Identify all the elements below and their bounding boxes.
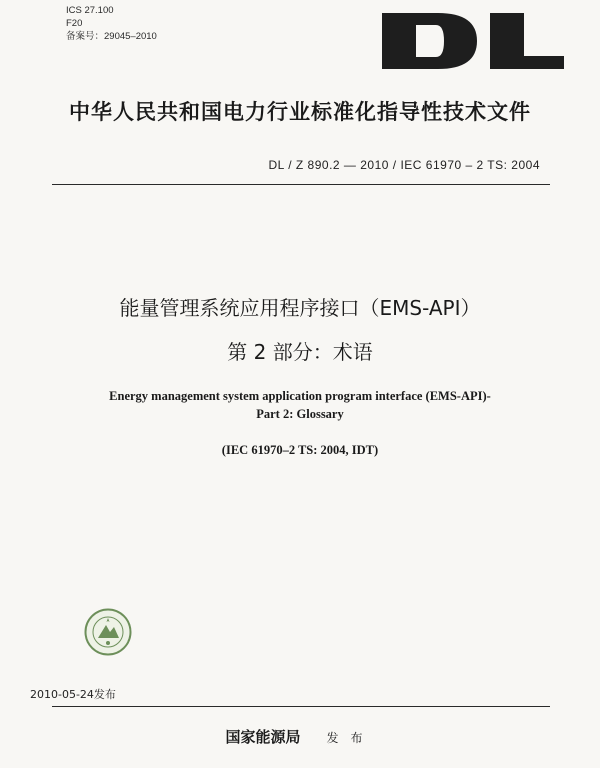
dl-logo-letter-d [382,13,477,69]
dl-logo [380,12,566,70]
ics-code: ICS 27.100 [66,5,114,16]
bottom-divider [52,706,550,707]
dl-logo-letter-l [490,13,564,69]
english-title-line-2: Part 2: Glossary [256,407,344,421]
issuer-line [0,726,600,747]
english-title-line-1: Energy management system application program interface (EMS-API)- [109,389,491,403]
chinese-title-line-1: 能量管理系统应用程序接口（EMS-API） [119,296,481,320]
standard-code: DL / Z 890.2 — 2010 / IEC 61970 – 2 TS: 2004 [268,158,540,172]
issuer-action: 发布 [326,731,375,745]
record-number: 备案号：29045–2010 [66,31,157,42]
document-metadata [66,4,157,43]
document-category-title: 中华人民共和国电力行业标准化指导性技术文件 [69,100,531,124]
release-date: 2010-05-24发布 [30,688,116,701]
publisher-seal-icon [84,608,132,656]
issuer-name: 国家能源局 [225,728,301,746]
chinese-title-line-2: 第 2 部分：术语 [227,340,373,364]
top-divider [52,184,550,185]
equivalence-note: (IEC 61970–2 TS: 2004, IDT) [221,443,379,457]
classification-code: F20 [66,18,83,29]
